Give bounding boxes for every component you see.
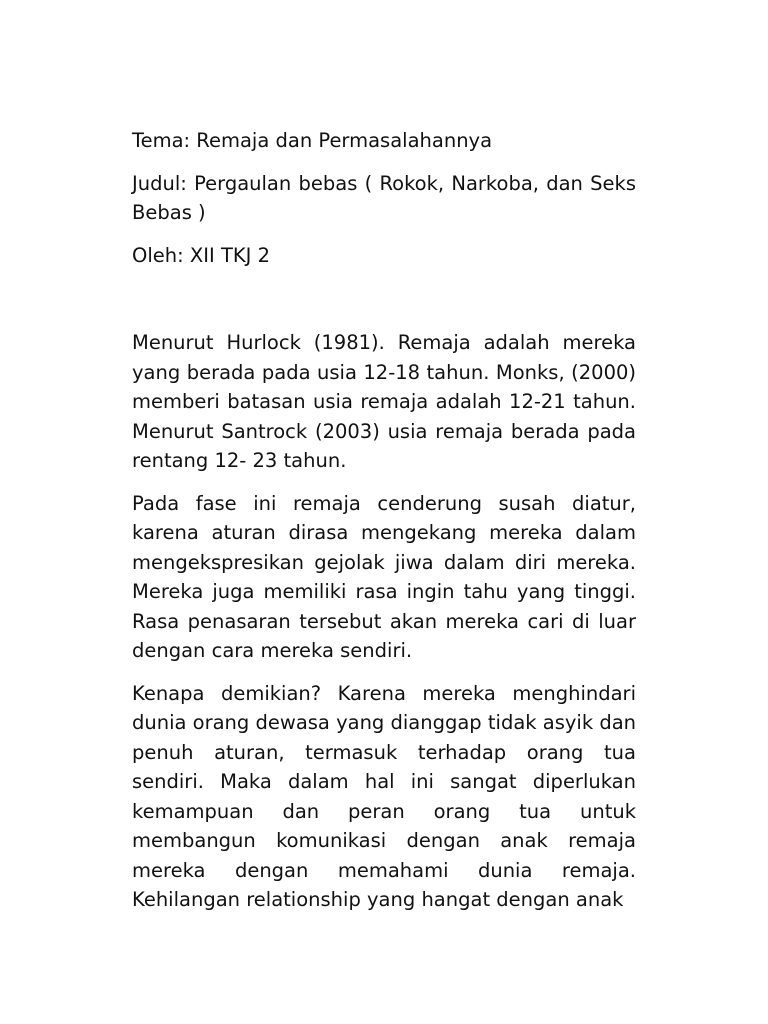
document-page xyxy=(132,126,636,915)
body-paragraph: Pada fase ini remaja cenderung susah diatur, karena aturan dirasa mengekang mereka dalam mengekspresikan gejolak jiwa dalam diri mereka. Mereka juga memiliki rasa ingin tahu yang tinggi. Rasa penasaran tersebut akan mereka cari di luar dengan cara mereka sendiri. xyxy=(132,491,636,662)
spacer xyxy=(132,270,636,328)
spacer xyxy=(132,476,636,489)
body-paragraph: Kenapa demikian? Karena mereka menghindari dunia orang dewasa yang dianggap tidak asyik dan penuh aturan, termasuk terhadap orang tua sendiri. Maka dalam hal ini sangat diperlukan kemampuan dan peran orang tua untuk membangun komunikasi dengan anak remaja mereka dengan memahami dunia remaja. Kehilangan relationship yang hangat dengan anak xyxy=(132,681,637,911)
author-line: Oleh: XII TKJ 2 xyxy=(132,243,271,267)
theme-line: Tema: Remaja dan Permasalahannya xyxy=(132,129,493,152)
spacer xyxy=(132,156,636,169)
body-paragraph: Menurut Hurlock (1981). Remaja adalah mereka yang berada pada usia 12-18 tahun. Monks, (2000) memberi batasan usia remaja adalah 12-21 tahun. Menurut Santrock (2003) usia remaja berada pada rentang 12- 23 tahun. xyxy=(132,331,636,472)
title-line: Judul: Pergaulan bebas ( Rokok, Narkoba, dan Seks Bebas ) xyxy=(132,171,636,224)
spacer xyxy=(132,228,636,241)
spacer xyxy=(132,666,636,679)
